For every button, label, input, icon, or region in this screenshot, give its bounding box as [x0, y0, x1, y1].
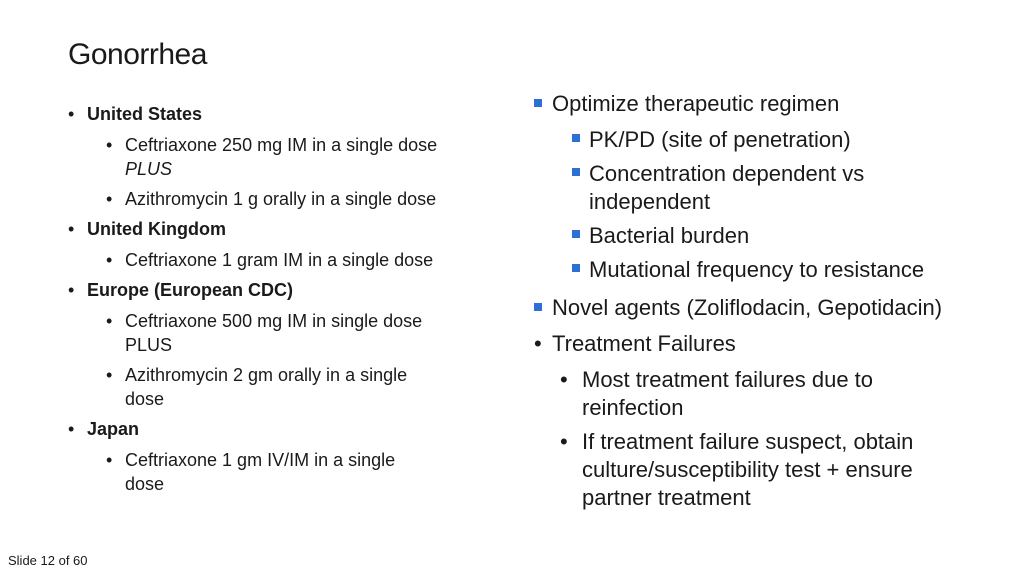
bullet-icon: • [106, 135, 113, 155]
square-bullet-icon [534, 99, 542, 107]
item-continuation: dose [125, 474, 165, 494]
region-label: Japan [87, 419, 140, 439]
item-continuation: dose [125, 389, 165, 409]
square-bullet-icon [572, 264, 580, 272]
square-bullet-icon [572, 230, 580, 238]
bullet-icon: • [106, 311, 113, 331]
region-japan [68, 417, 498, 441]
region-europe [68, 278, 498, 302]
list-item [68, 448, 498, 472]
item-text: Optimize therapeutic regimen [552, 91, 840, 116]
list-item [532, 366, 1012, 422]
bullet-icon: • [106, 189, 113, 209]
list-item [68, 133, 498, 157]
list-item [68, 309, 498, 333]
item-continuation: independent [589, 189, 711, 214]
list-item [532, 294, 1012, 322]
left-column [68, 102, 498, 502]
region-uk [68, 217, 498, 241]
list-item [532, 330, 1012, 358]
list-item [532, 90, 1012, 118]
item-text: Concentration dependent vs [589, 161, 865, 186]
item-text: Most treatment failures due to [582, 367, 874, 392]
item-text: Ceftriaxone 250 mg IM in a single dose [125, 135, 438, 155]
item-text: Ceftriaxone 1 gm IV/IM in a single [125, 450, 396, 470]
list-item [532, 126, 1012, 154]
bullet-icon: • [68, 280, 75, 300]
region-us [68, 102, 498, 126]
list-item [68, 363, 498, 387]
item-continuation: culture/susceptibility test + ensure [582, 457, 913, 482]
item-text: Ceftriaxone 1 gram IM in a single dose [125, 250, 434, 270]
list-item [532, 256, 1012, 284]
item-text: Ceftriaxone 500 mg IM in single dose [125, 311, 423, 331]
square-bullet-icon [572, 168, 580, 176]
item-text: PK/PD (site of penetration) [589, 127, 851, 152]
right-column [532, 90, 1012, 518]
item-continuation: partner treatment [582, 485, 751, 510]
bullet-icon: • [560, 429, 568, 454]
item-text: If treatment failure suspect, obtain [582, 429, 914, 454]
item-continuation: PLUS [125, 335, 173, 355]
slide-title: Gonorrhea [68, 38, 207, 71]
bullet-icon: • [534, 331, 542, 356]
bullet-icon: • [68, 219, 75, 239]
square-bullet-icon [534, 303, 542, 311]
list-item [68, 248, 498, 272]
bullet-icon: • [68, 419, 75, 439]
list-item [532, 428, 1012, 512]
region-label: United Kingdom [87, 219, 226, 239]
square-bullet-icon [572, 134, 580, 142]
item-text: Mutational frequency to resistance [589, 257, 925, 282]
list-item [532, 160, 1012, 216]
region-label: United States [87, 104, 203, 124]
item-text: Azithromycin 2 gm orally in a single [125, 365, 408, 385]
item-continuation: reinfection [582, 395, 684, 420]
list-item [68, 187, 498, 211]
slide-counter: Slide 12 of 60 [8, 553, 88, 568]
item-text: Azithromycin 1 g orally in a single dose [125, 189, 437, 209]
region-label: Europe (European CDC) [87, 280, 294, 300]
bullet-icon: • [106, 365, 113, 385]
bullet-icon: • [68, 104, 75, 124]
bullet-icon: • [560, 367, 568, 392]
item-continuation: PLUS [125, 159, 173, 179]
list-item [532, 222, 1012, 250]
item-text: Treatment Failures [552, 331, 736, 356]
bullet-icon: • [106, 450, 113, 470]
item-text: Novel agents (Zoliflodacin, Gepotidacin) [552, 295, 943, 320]
bullet-icon: • [106, 250, 113, 270]
item-text: Bacterial burden [589, 223, 750, 248]
